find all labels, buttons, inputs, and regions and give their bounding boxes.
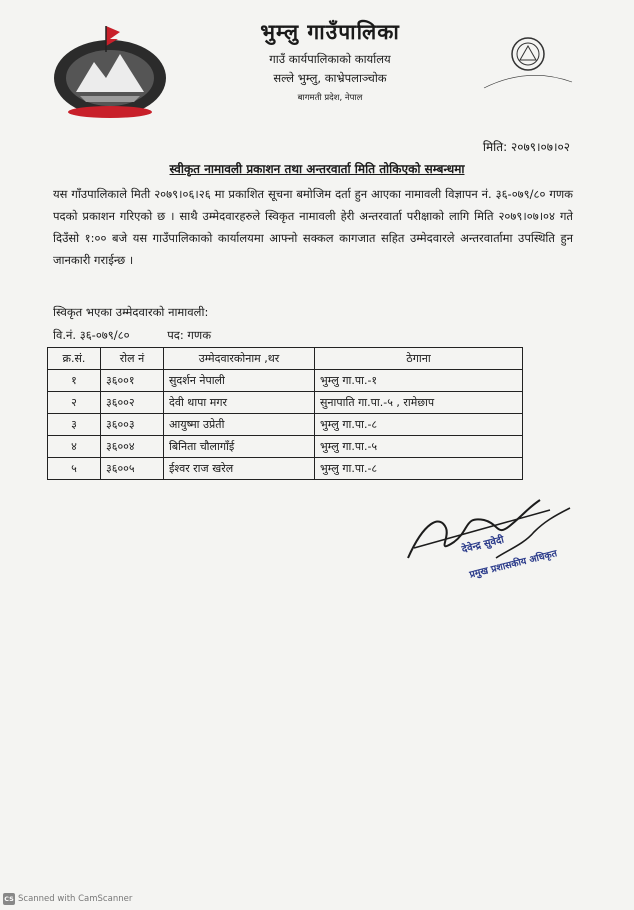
- scanner-text: Scanned with CamScanner: [18, 894, 133, 904]
- column-header-serial: क्र.सं.: [48, 348, 101, 370]
- cell-serial: ४: [48, 436, 101, 458]
- table-header-row: [48, 348, 523, 370]
- advertisement-number: वि.नं. ३६-०७९/८०: [53, 328, 130, 342]
- cell-serial: ५: [48, 458, 101, 480]
- list-heading: स्विकृत भएका उम्मेदवारको नामावली:: [53, 305, 209, 319]
- notice-body: यस गाँउपालिकाले मिती २०७९।०६।२६ मा प्रकाशित सूचना बमोजिम दर्ता हुन आएका नामावली विज्ञापन नं. ३६-०७९/८० गणक पदको प्रकाशन गरिएको छ । साथै उम्मेदवारहरुले स्विकृत नामावली हेरी अन्तरवार्ता परीक्षाको लागि मिति २०७९।०७।०४ गते दिउँसो १:०० बजे यस गाउँपालिकाको कार्यालयमा आफ्नो सक्कल कागजात सहित उम्मेदवारले अन्तरवार्तामा उपस्थिति हुन जानकारी गराईन्छ ।: [53, 187, 573, 267]
- municipality-seal-logo: [478, 30, 578, 110]
- cell-roll: ३६००५: [101, 458, 164, 480]
- table-row: [48, 436, 523, 458]
- office-name: गाउँ कार्यपालिकाको कार्यालय: [269, 52, 391, 66]
- candidates-table: [47, 347, 523, 480]
- signatory-title: प्रमुख प्रशासकीय अधिकृत: [468, 548, 559, 581]
- cell-name: आयुष्मा उप्रेती: [164, 414, 315, 436]
- cell-roll: ३६००४: [101, 436, 164, 458]
- cell-roll: ३६००३: [101, 414, 164, 436]
- signatory-name: देवेन्द्र सुवेदी: [460, 534, 506, 556]
- post-name: पद: गणक: [167, 328, 212, 342]
- province-name: बागमती प्रदेश, नेपाल: [297, 93, 363, 103]
- column-header-roll: रोल नं: [101, 348, 164, 370]
- cell-address: भुम्लु गा.पा.-१: [315, 370, 523, 392]
- letter-subject: स्वीकृत नामावली प्रकाशन तथा अन्तरवार्ता मिति तोकिएको सम्बन्धमा: [169, 162, 465, 176]
- cell-serial: ३: [48, 414, 101, 436]
- column-header-address: ठेगाना: [315, 348, 523, 370]
- cell-address: भुम्लु गा.पा.-८: [315, 414, 523, 436]
- letter-date: मिति: २०७९।०७।०२: [482, 140, 570, 154]
- cell-address: भुम्लु गा.पा.-८: [315, 458, 523, 480]
- cell-name: ईश्वर राज खरेल: [164, 458, 315, 480]
- scanner-watermark: [3, 893, 132, 905]
- letterhead: [200, 18, 460, 103]
- cell-address: भुम्लु गा.पा.-५: [315, 436, 523, 458]
- cell-serial: १: [48, 370, 101, 392]
- cell-serial: २: [48, 392, 101, 414]
- table-row: [48, 370, 523, 392]
- column-header-name: उम्मेदवारकोनाम ,थर: [164, 348, 315, 370]
- cell-roll: ३६००२: [101, 392, 164, 414]
- cell-name: बिनिता चौलागाँई: [164, 436, 315, 458]
- camscanner-icon: CS: [4, 895, 14, 903]
- cell-roll: ३६००१: [101, 370, 164, 392]
- cell-name: देवी थापा मगर: [164, 392, 315, 414]
- table-row: [48, 414, 523, 436]
- advertisement-info: [53, 328, 211, 343]
- cell-name: सुदर्शन नेपाली: [164, 370, 315, 392]
- office-address: सल्ले भुम्लु, काभ्रेपलाञ्चोक: [273, 71, 387, 85]
- cell-address: सुनापाति गा.पा.-५ , रामेछाप: [315, 392, 523, 414]
- table-row: [48, 392, 523, 414]
- nepal-emblem-logo: [50, 22, 170, 120]
- municipality-name: भुम्लु गाउँपालिका: [260, 20, 400, 44]
